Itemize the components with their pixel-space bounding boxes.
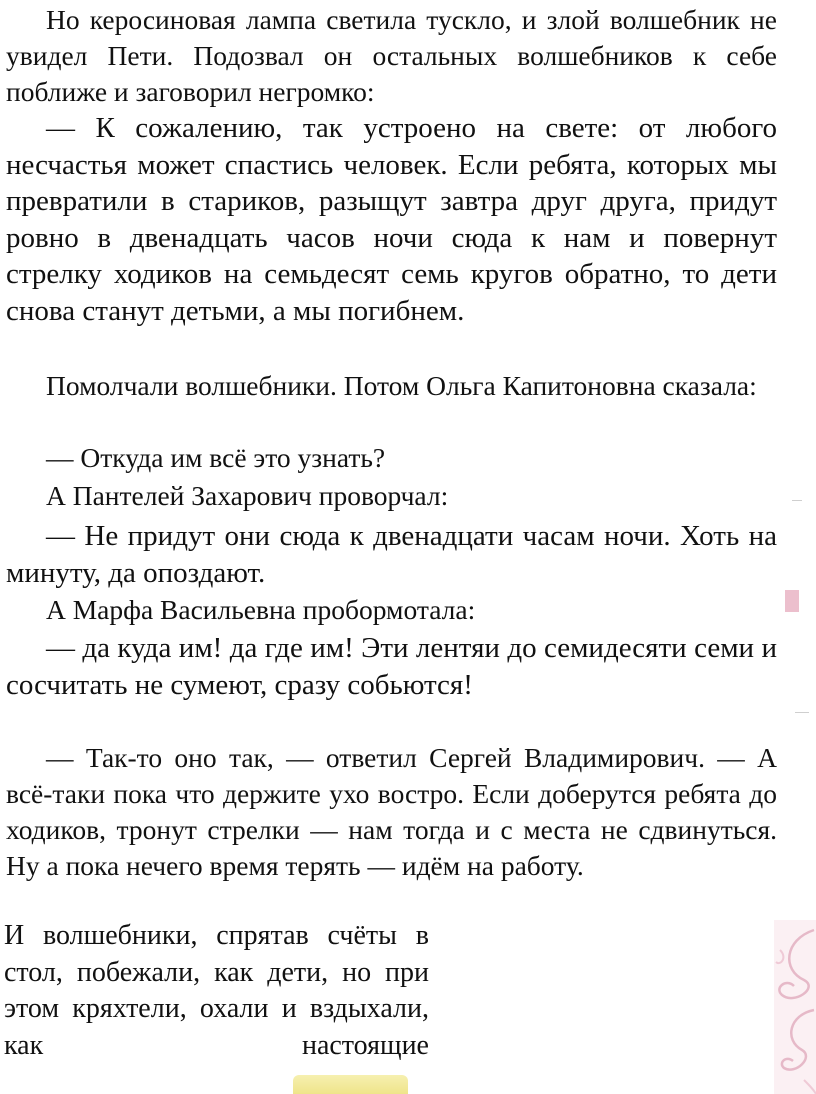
pink-decoration [785, 590, 799, 612]
margin-mark [795, 712, 809, 713]
paragraph-3: Помолчали волшебники. Потом Ольга Капитоновна сказала: [46, 370, 757, 401]
paragraph-9: — Так-то оно так, — ответил Сергей Владимирович. — А всё-таки пока что держите ухо востро. Если доберутся ребята до ходиков, тронут стрелки — нам тогда и с места не сдвинуться. Ну а пока нечего время терять — идём на работу. [6, 742, 777, 881]
paragraph-5: А Пантелей Захарович проворчал: [46, 480, 449, 511]
yellow-tab-decoration [293, 1075, 408, 1094]
paragraph-4: — Откуда им всё это узнать? [46, 442, 386, 473]
ornament-swirl-icon [774, 920, 816, 1094]
paragraph-8: — да куда им! да где им! Эти лентяи до семидесяти семи и сосчитать не сумеют, сразу собьются! [6, 632, 777, 701]
paragraph-1: Но керосиновая лампа светила тускло, и злой волшебник не увидел Пети. Подозвал он остальных волшебников к себе поближе и заговорил негромко: [6, 4, 777, 107]
paragraph-10: И волшебники, спрятав счёты в стол, побежали, как дети, но при этом кряхтели, охали и вздыхали, как настоящие [4, 920, 429, 1061]
margin-mark [792, 500, 802, 501]
paragraph-7: А Марфа Васильевна пробормотала: [46, 594, 476, 625]
paragraph-6: — Не придут они сюда к двенадцати часам ночи. Хоть на минуту, да опоздают. [6, 520, 777, 589]
paragraph-2: — К сожалению, так устроено на свете: от любого несчастья может спастись человек. Если ребята, которых мы превратили в стариков, разыщут завтра друг друга, придут ровно в двенадцать часов ночи сюда к нам и повернут стрелку ходиков на семьдесят семь кругов обратно, то дети снова станут детьми, а мы погибнем. [6, 112, 777, 327]
